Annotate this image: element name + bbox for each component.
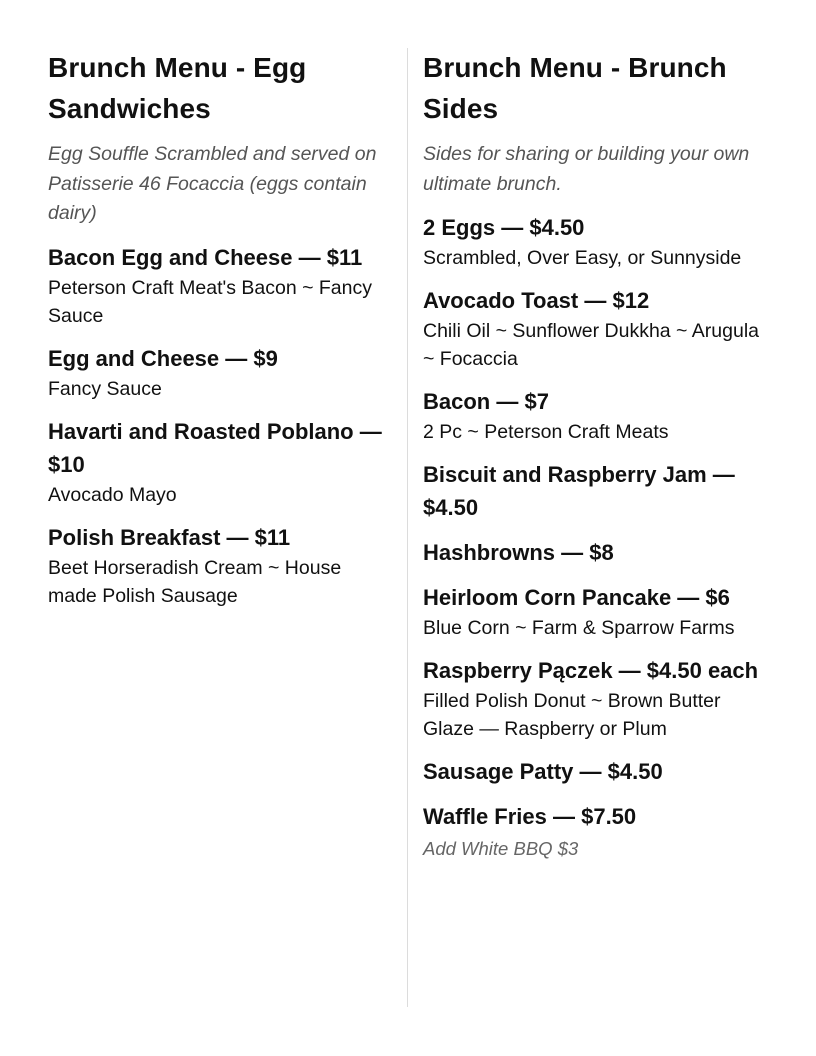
menu-item-description: Beet Horseradish Cream ~ House made Polish Sausage xyxy=(48,556,342,607)
menu-item-name: Biscuit and Raspberry Jam — $4.50 xyxy=(423,462,735,520)
menu-item-description: Scrambled, Over Easy, or Sunnyside xyxy=(423,247,742,269)
menu-item xyxy=(48,342,395,403)
menu-item-description: Filled Polish Donut ~ Brown Butter Glaze — Raspberry or Plum xyxy=(423,690,721,740)
menu-item-description: 2 Pc ~ Peterson Craft Meats xyxy=(423,421,669,443)
menu-item-name: Bacon Egg and Cheese — $11 xyxy=(48,244,363,270)
menu-item-name: Polish Breakfast — $11 xyxy=(48,524,291,550)
menu-item xyxy=(423,654,768,743)
menu-item xyxy=(423,755,768,788)
menu-item-description: Chili Oil ~ Sunflower Dukkha ~ Arugula ~ Focaccia xyxy=(423,320,760,370)
menu-item xyxy=(423,536,768,569)
menu-item xyxy=(423,211,768,272)
menu-item xyxy=(423,385,768,446)
brunch-sides-column xyxy=(408,48,768,1056)
menu-item xyxy=(423,284,768,373)
menu-item-name: Sausage Patty — $4.50 xyxy=(423,759,663,784)
menu-item xyxy=(423,581,768,642)
menu-item-name: Bacon — $7 xyxy=(423,389,549,414)
section-title: Brunch Menu - Brunch Sides xyxy=(423,52,727,124)
menu-item-description: Peterson Craft Meat's Bacon ~ Fancy Sauce xyxy=(48,276,372,327)
section-intro: Sides for sharing or building your own ultimate brunch. xyxy=(423,143,750,195)
egg-sandwiches-column xyxy=(48,48,407,1056)
menu-item-description: Fancy Sauce xyxy=(48,377,162,400)
menu-item-description: Avocado Mayo xyxy=(48,483,177,506)
menu-item-name: Heirloom Corn Pancake — $6 xyxy=(423,585,730,610)
menu-item-description: Blue Corn ~ Farm & Sparrow Farms xyxy=(423,617,735,639)
menu-item-name: Egg and Cheese — $9 xyxy=(48,345,278,371)
menu-item-name: Hashbrowns — $8 xyxy=(423,540,614,565)
menu-item-note: Add White BBQ $3 xyxy=(423,838,579,859)
section-title: Brunch Menu - Egg Sandwiches xyxy=(48,52,307,124)
menu-item-name: Waffle Fries — $7.50 xyxy=(423,804,637,829)
menu-item-name: Havarti and Roasted Poblano — $10 xyxy=(48,418,382,477)
menu-item-name: Raspberry Pączek — $4.50 each xyxy=(423,658,759,683)
menu-item xyxy=(48,241,395,330)
menu-item xyxy=(48,415,395,509)
menu-item xyxy=(423,800,768,863)
menu-item xyxy=(48,521,395,610)
section-intro: Egg Souffle Scrambled and served on Patisserie 46 Focaccia (eggs contain dairy) xyxy=(48,143,377,224)
menu-item xyxy=(423,458,768,524)
menu-item-name: 2 Eggs — $4.50 xyxy=(423,215,585,240)
menu-item-name: Avocado Toast — $12 xyxy=(423,288,650,313)
